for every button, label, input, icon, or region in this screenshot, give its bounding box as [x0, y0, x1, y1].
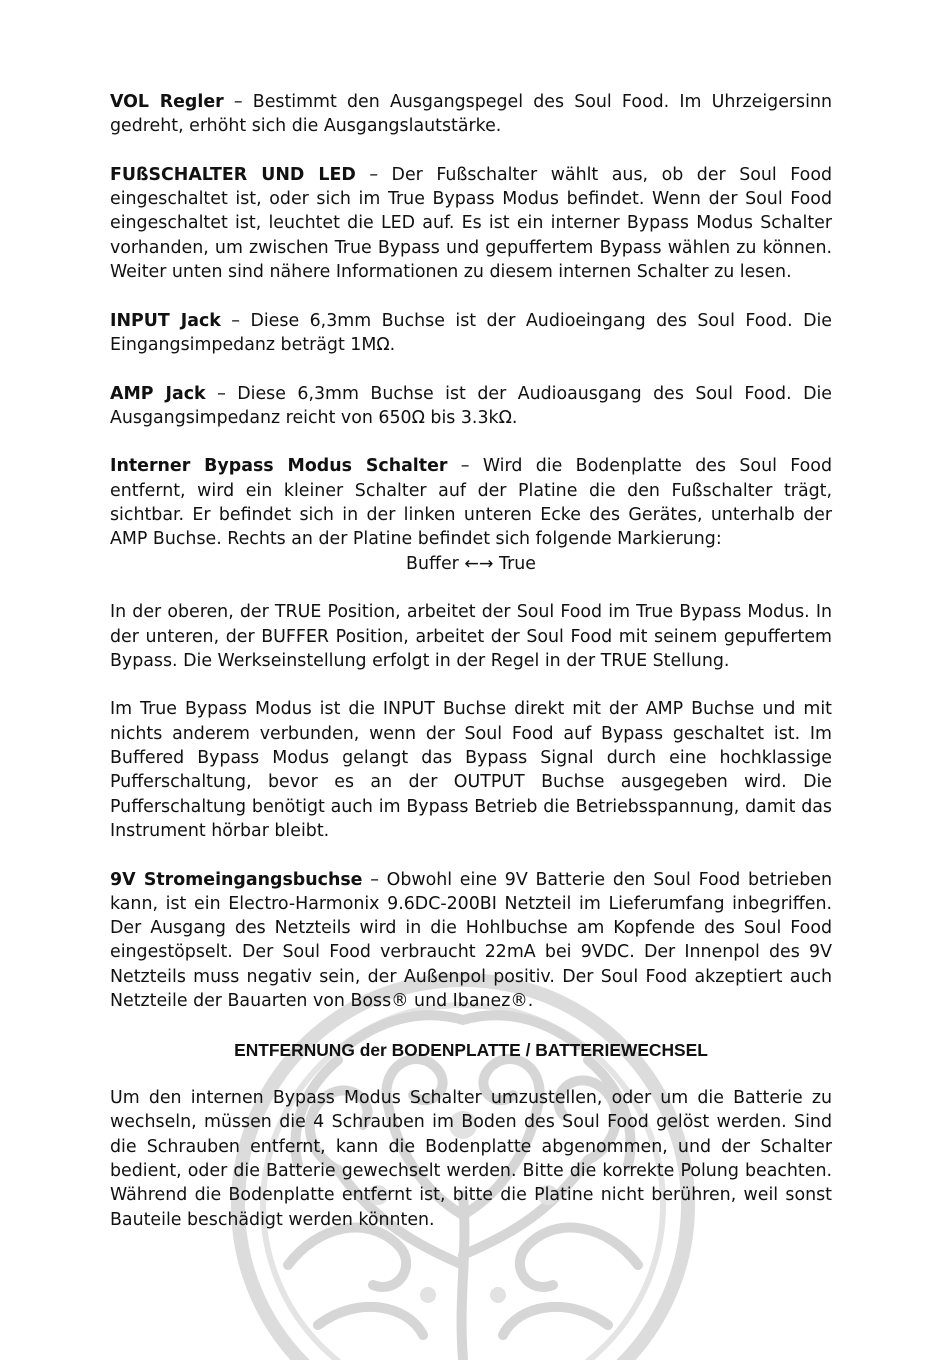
input-jack-paragraph: [110, 309, 832, 358]
vol-knob-term: VOL Regler: [110, 92, 224, 112]
bottom-plate-paragraph: Um den internen Bypass Modus Schalter umzustellen, oder um die Batterie zu wechseln, müssen die 4 Schrauben im Boden des Soul Food gelöst werden. Sind die Schrauben entfernt, kann die Bodenplatte abgenommen, und der Schalter bedient, oder die Batterie gewechselt werden. Bitte die korrekte Polung beachten. Während die Bodenplatte entfernt ist, bitte die Platine nicht berühren, weil sonst Bauteile beschädigt werden könnten.: [110, 1088, 832, 1230]
manual-page-content: [110, 90, 832, 1256]
switch-marking: Buffer ←→ True: [406, 553, 536, 574]
amp-jack-text: – Diese 6,3mm Buchse ist der Audioausgang des Soul Food. Die Ausgangsimpedanz reicht von 650Ω bis 3.3kΩ.: [110, 383, 832, 428]
bypass-switch-text: – Wird die Bodenplatte des Soul Food entfernt, wird ein kleiner Schalter auf der Platine die den Fußschalter trägt, sichtbar. Er befindet sich in der linken unteren Ecke des Gerätes, unterhalb der AMP Buchse. Rechts an der Platine befindet sich folgende Markierung:: [110, 456, 832, 550]
power-jack-text: – Obwohl eine 9V Batterie den Soul Food betrieben kann, ist ein Electro-Harmonix 9.6DC-200BI Netzteil im Lieferumfang inbegriffen. Der Ausgang des Netzteils wird in die Hohlbuchse am Kopfende des Soul Food eingestöpselt. Der Soul Food verbraucht 22mA bei 9VDC. Der Innenpol des 9V Netzteils muss negativ sein, der Außenpol positiv. Der Soul Food akzeptiert auch Netzteile der Bauarten von Boss® und Ibanez®.: [110, 869, 832, 1011]
vol-knob-text: – Bestimmt den Ausgangspegel des Soul Food. Im Uhrzeigersinn gedreht, erhöht sich die Ausgangslautstärke.: [110, 92, 832, 137]
bypass-switch-term: Interner Bypass Modus Schalter: [110, 456, 448, 477]
power-jack-paragraph: [110, 868, 832, 1014]
switch-positions-paragraph: In der oberen, der TRUE Position, arbeitet der Soul Food im True Bypass Modus. In der unteren, der BUFFER Position, arbeitet der Soul Food mit seinem gepuffertem Bypass. Die Werkseinstellung erfolgt in der Regel in der TRUE Stellung.: [110, 602, 832, 671]
input-jack-term: INPUT Jack: [110, 310, 221, 331]
vol-knob-paragraph: [110, 90, 832, 139]
section-heading: ENTFERNUNG der BODENPLATTE / BATTERIEWECHSEL: [234, 1039, 708, 1060]
footswitch-text: – Der Fußschalter wählt aus, ob der Soul Food eingeschaltet ist, oder sich im True Bypass Modus befindet. Wenn der Soul Food eingeschaltet ist, leuchtet die LED auf. Es ist ein interner Bypass Modus Schalter vorhanden, um zwischen True Bypass und gepuffertem Bypass wählen zu können. Weiter unten sind nähere Informationen zu diesem internen Schalter zu lesen.: [110, 164, 832, 283]
bypass-switch-paragraph: [110, 454, 832, 551]
footswitch-paragraph: [110, 163, 832, 284]
input-jack-text: – Diese 6,3mm Buchse ist der Audioeingang des Soul Food. Die Eingangsimpedanz beträgt 1MΩ.: [110, 310, 832, 355]
amp-jack-term: AMP Jack: [110, 383, 206, 404]
footswitch-term: FUßSCHALTER UND LED: [110, 164, 356, 185]
power-jack-term: 9V Stromeingangsbuchse: [110, 869, 363, 890]
true-bypass-paragraph: Im True Bypass Modus ist die INPUT Buchse direkt mit der AMP Buchse und mit nichts anderem verbunden, wenn der Soul Food auf Bypass geschaltet ist. Im Buffered Bypass Modus gelangt das Bypass Signal durch eine hochklassige Pufferschaltung, bevor es an der OUTPUT Buchse ausgegeben wird. Die Pufferschaltung benötigt auch im Bypass Betrieb die Betriebsspannung, damit das Instrument hörbar bleibt.: [110, 699, 832, 841]
amp-jack-paragraph: [110, 382, 832, 431]
